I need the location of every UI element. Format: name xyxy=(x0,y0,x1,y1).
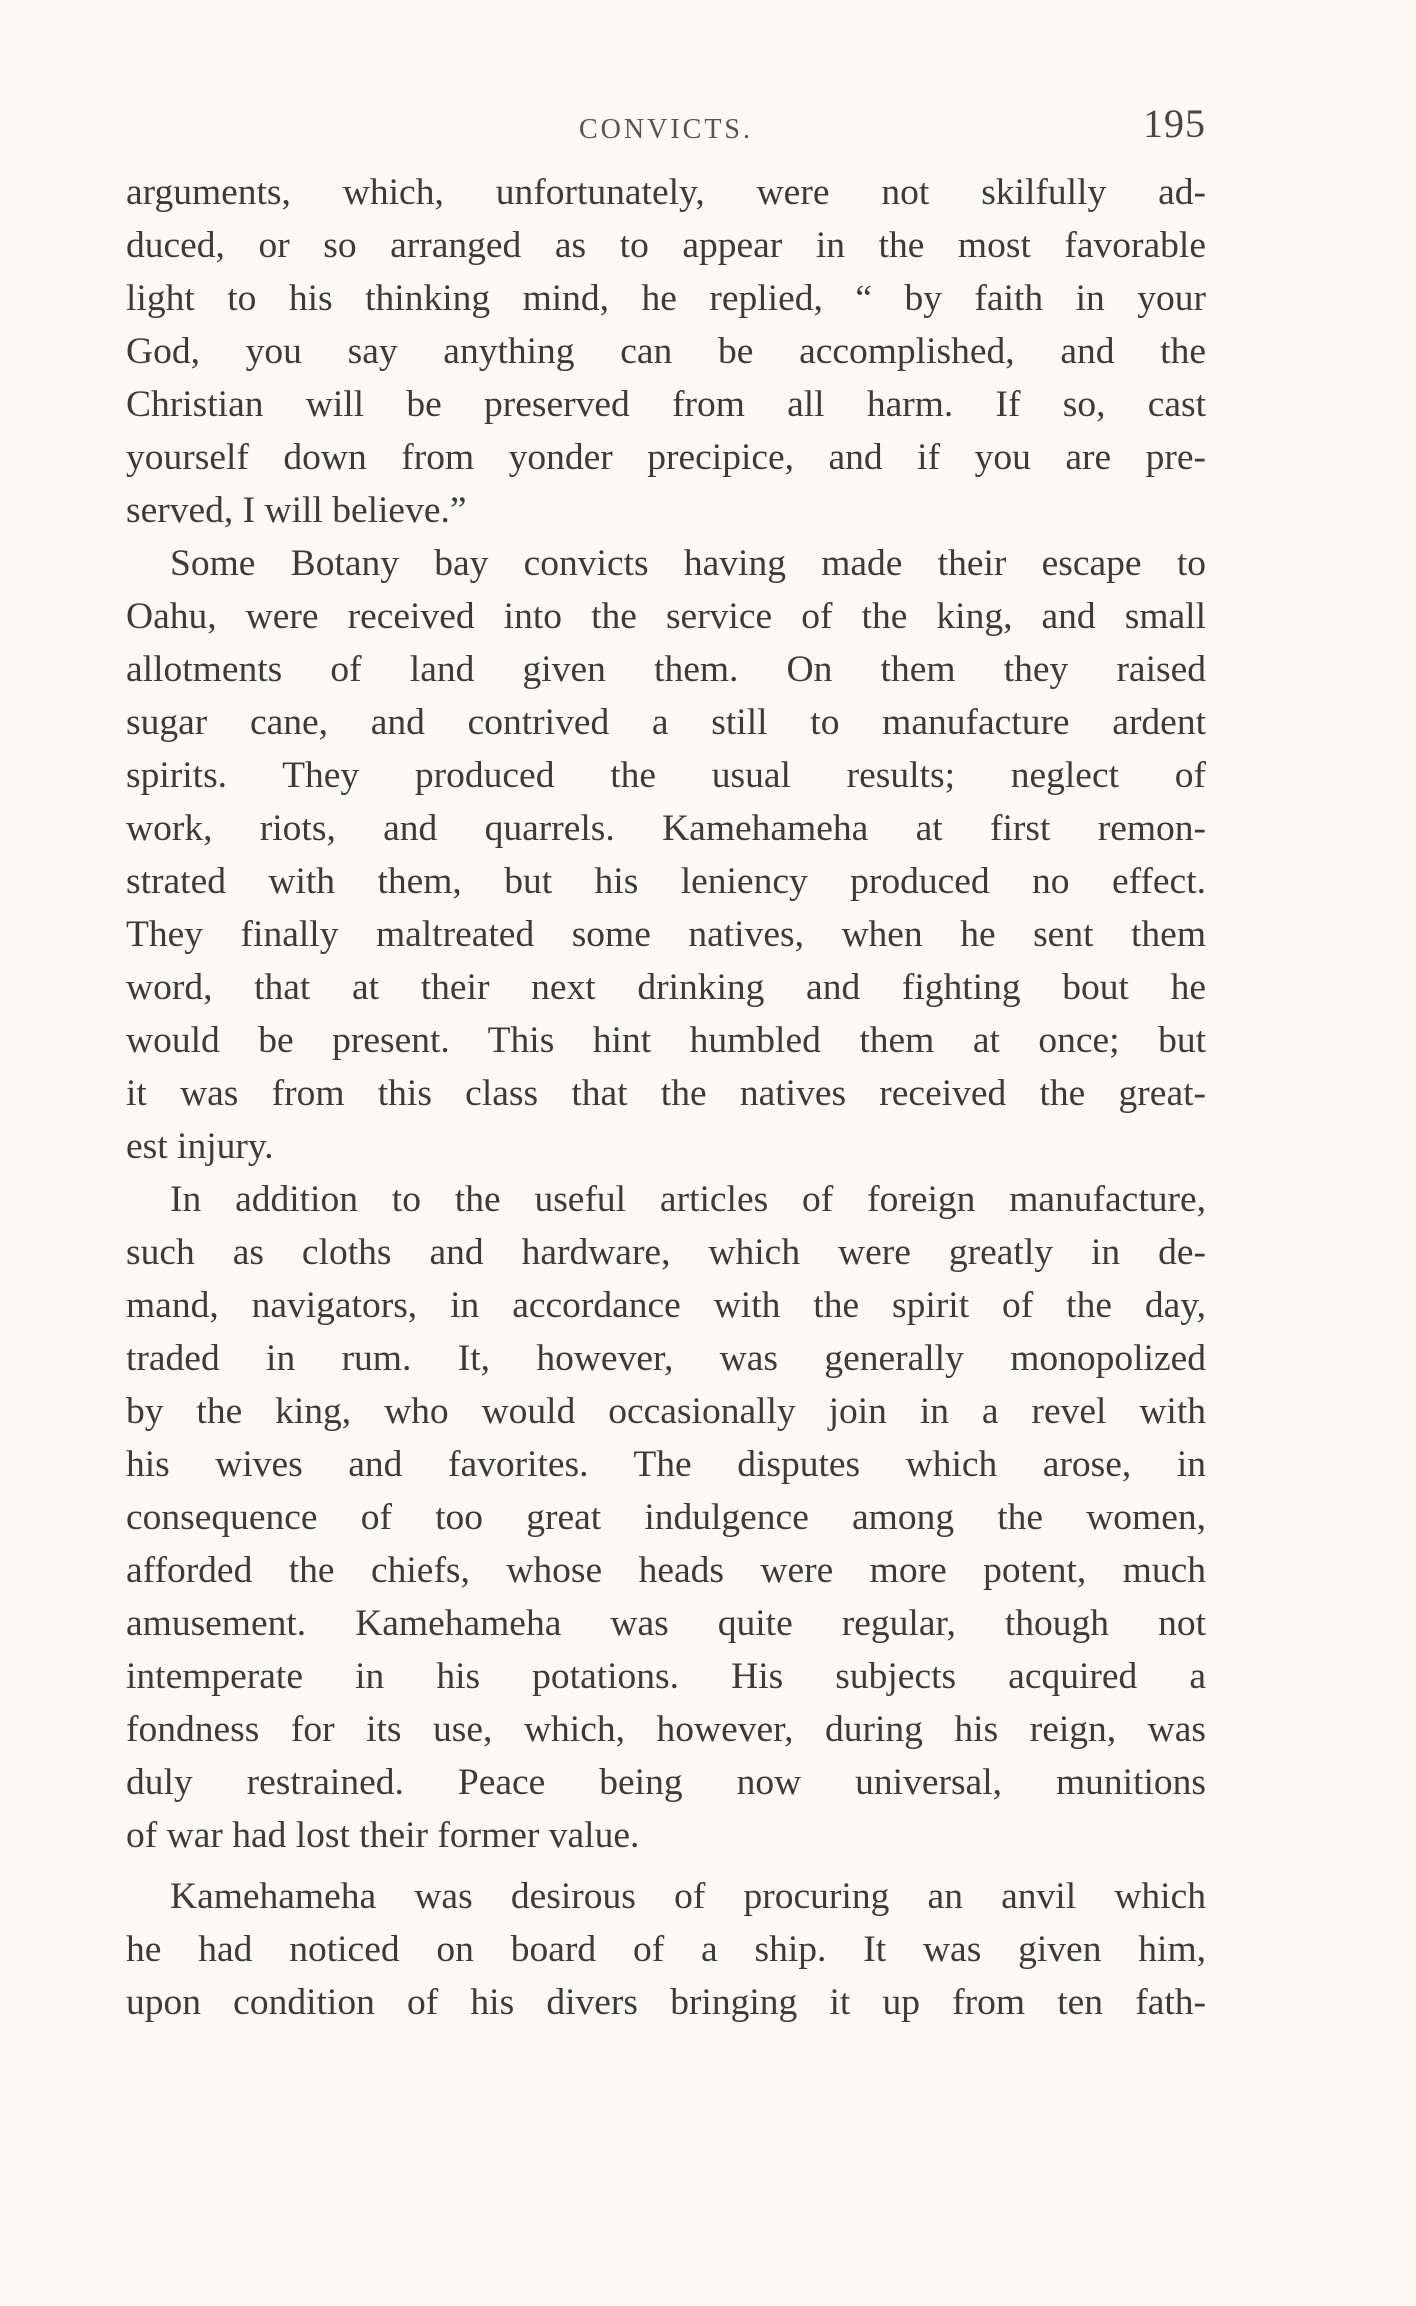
text-line: Kamehameha was desirous of procuring an anvil which xyxy=(170,1876,1206,1917)
paragraph-2 xyxy=(126,537,1206,1173)
running-title: CONVICTS. xyxy=(578,114,753,145)
text-line: traded in rum. It, however, was generally monopolized xyxy=(126,1338,1206,1379)
text-line: est injury. xyxy=(126,1126,274,1167)
text-line: upon condition of his divers bringing it up from ten fath- xyxy=(126,1982,1206,2023)
paragraph-3 xyxy=(126,1173,1206,1862)
text-line: spirits. They produced the usual results; neglect of xyxy=(126,755,1206,796)
text-line: amusement. Kamehameha was quite regular, though not xyxy=(126,1603,1206,1644)
text-line: allotments of land given them. On them they raised xyxy=(126,649,1206,690)
paragraph-1 xyxy=(126,166,1206,537)
running-head xyxy=(126,100,1206,160)
text-line: work, riots, and quarrels. Kamehameha at first remon- xyxy=(126,808,1206,849)
text-line: mand, navigators, in accordance with the spirit of the day, xyxy=(126,1285,1206,1326)
text-line: he had noticed on board of a ship. It was given him, xyxy=(126,1929,1206,1970)
text-line: They finally maltreated some natives, when he sent them xyxy=(126,914,1206,955)
paragraph-gap xyxy=(126,1862,1206,1870)
text-line: Oahu, were received into the service of the king, and small xyxy=(126,596,1206,637)
text-line: his wives and favorites. The disputes which arose, in xyxy=(126,1444,1206,1485)
text-line: word, that at their next drinking and fighting bout he xyxy=(126,967,1206,1008)
text-line: light to his thinking mind, he replied, “ by faith in your xyxy=(126,278,1206,319)
text-line: duly restrained. Peace being now universal, munitions xyxy=(126,1762,1206,1803)
text-line: fondness for its use, which, however, during his reign, was xyxy=(126,1709,1206,1750)
text-line: Some Botany bay convicts having made their escape to xyxy=(170,543,1206,584)
text-line: it was from this class that the natives received the great- xyxy=(126,1073,1206,1114)
text-line: Christian will be preserved from all harm. If so, cast xyxy=(126,384,1206,425)
text-line: afforded the chiefs, whose heads were more potent, much xyxy=(126,1550,1206,1591)
text-line: strated with them, but his leniency produced no effect. xyxy=(126,861,1206,902)
text-line: such as cloths and hardware, which were greatly in de- xyxy=(126,1232,1206,1273)
text-line: of war had lost their former value. xyxy=(126,1815,640,1856)
text-line: yourself down from yonder precipice, and if you are pre- xyxy=(126,437,1206,478)
body-text xyxy=(126,166,1206,2029)
text-line: sugar cane, and contrived a still to manufacture ardent xyxy=(126,702,1206,743)
text-line: intemperate in his potations. His subjects acquired a xyxy=(126,1656,1206,1697)
text-line: consequence of too great indulgence among the women, xyxy=(126,1497,1206,1538)
paragraph-4 xyxy=(126,1870,1206,2029)
text-line: arguments, which, unfortunately, were not skilfully ad- xyxy=(126,172,1206,213)
text-line: served, I will believe.” xyxy=(126,490,467,531)
text-line: God, you say anything can be accomplished, and the xyxy=(126,331,1206,372)
text-line: In addition to the useful articles of foreign manufacture, xyxy=(170,1179,1206,1220)
text-line: duced, or so arranged as to appear in the most favorable xyxy=(126,225,1206,266)
text-line: would be present. This hint humbled them at once; but xyxy=(126,1020,1206,1061)
page-number: 195 xyxy=(1143,101,1206,146)
text-line: by the king, who would occasionally join in a revel with xyxy=(126,1391,1206,1432)
